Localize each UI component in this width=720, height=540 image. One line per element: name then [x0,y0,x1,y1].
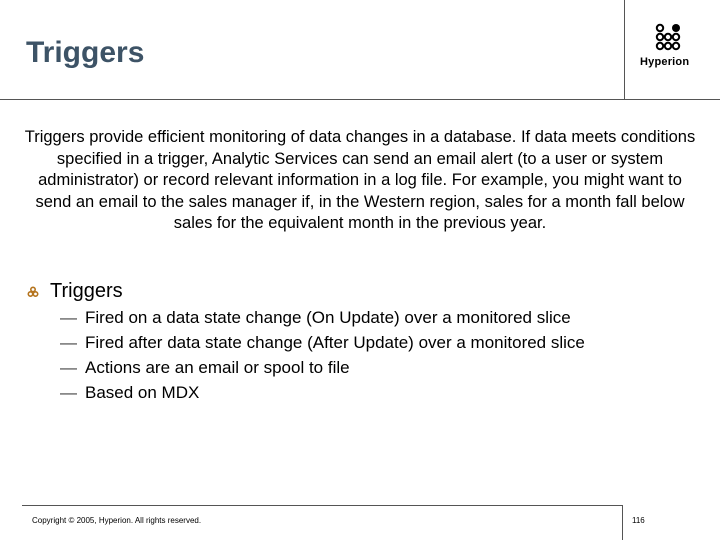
dash-icon: — [60,308,77,327]
sub-bullet-text: Based on MDX [85,383,200,402]
bullet-icon [27,286,39,298]
footer-vertical-divider [622,505,623,540]
header-horizontal-divider [0,99,720,100]
sub-bullet-text: Fired after data state change (After Update) over a monitored slice [85,333,585,352]
page-number: 116 [632,516,645,525]
intro-paragraph: Triggers provide efficient monitoring of data changes in a database. If data meets conditions specified in a trigger, Analytic Services can send an email alert (to a user or system administrator) or record relevant information in a log file. For example, you might want to send an email to the sales manager if, in the Western region, sales for a month fall below sales for the equivalent month in the previous year. [24,128,696,232]
sub-bullet-4 [60,383,199,403]
sub-bullet-3 [60,358,350,378]
sub-bullet-text: Fired on a data state change (On Update) over a monitored slice [85,308,571,327]
copyright-text: Copyright © 2005, Hyperion. All rights reserved. [32,516,202,525]
sub-bullet-1 [60,308,571,328]
dash-icon: — [60,383,77,402]
dash-icon: — [60,333,77,352]
footer-horizontal-divider [22,505,622,506]
sub-bullet-text: Actions are an email or spool to file [85,358,350,377]
logo-text: Hyperion [640,56,690,68]
bullet-label: Triggers [50,280,123,302]
header-vertical-divider [624,0,625,100]
page-title: Triggers [26,36,145,69]
sub-bullet-2 [60,333,585,353]
hyperion-logo-icon [632,18,712,78]
dash-icon: — [60,358,77,377]
